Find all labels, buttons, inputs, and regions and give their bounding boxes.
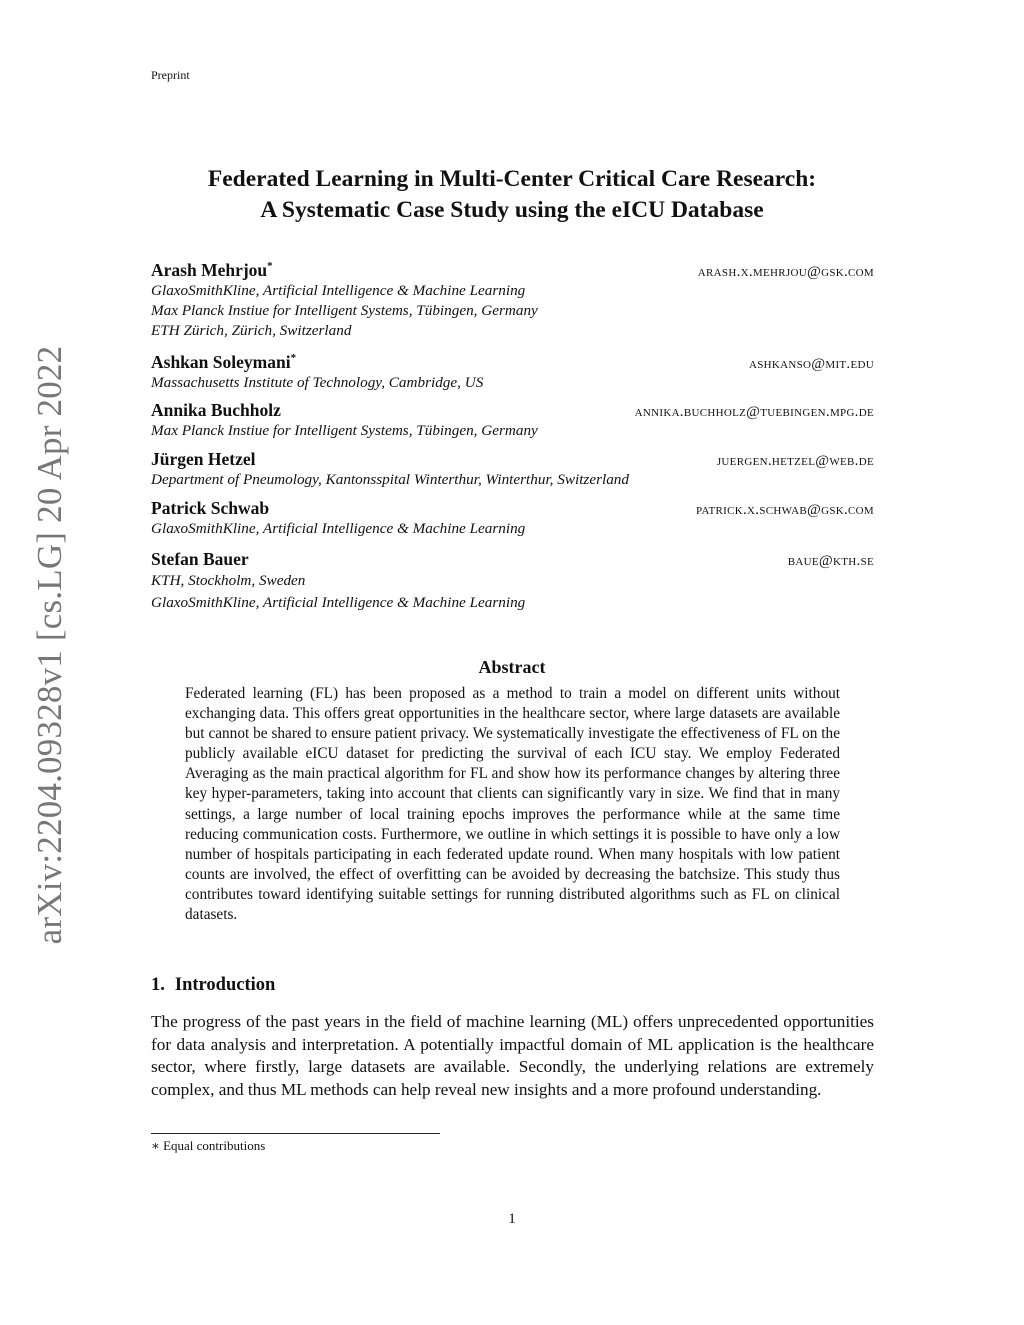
author-email[interactable]: baue@kth.se bbox=[787, 552, 874, 569]
author-name: Ashkan Soleymani* bbox=[151, 351, 297, 372]
author-affiliation: Max Planck Instiue for Intelligent Systems, Tübingen, Germany bbox=[151, 301, 538, 319]
author-affiliation: GlaxoSmithKline, Artificial Intelligence & Machine Learning bbox=[151, 593, 526, 611]
page-number: 1 bbox=[508, 1211, 516, 1227]
author-affiliation: Max Planck Instiue for Intelligent Systems, Tübingen, Germany bbox=[151, 421, 538, 439]
author-affiliation: GlaxoSmithKline, Artificial Intelligence & Machine Learning bbox=[151, 519, 526, 537]
section-number: 1. bbox=[151, 975, 165, 995]
equal-contribution-mark: * bbox=[267, 260, 273, 272]
author-name: Jürgen Hetzel bbox=[151, 448, 256, 469]
author-affiliation: ETH Zürich, Zürich, Switzerland bbox=[151, 321, 352, 339]
running-head: Preprint bbox=[151, 68, 190, 82]
title-line-2: A Systematic Case Study using the eICU Database bbox=[260, 197, 764, 223]
footnote-divider bbox=[151, 1133, 440, 1134]
author-affiliation: Department of Pneumology, Kantonsspital Winterthur, Winterthur, Switzerland bbox=[151, 470, 629, 488]
author-name: Stefan Bauer bbox=[151, 548, 249, 569]
author-name: Arash Mehrjou* bbox=[151, 259, 273, 280]
abstract-heading: Abstract bbox=[478, 657, 546, 677]
author-block bbox=[151, 548, 874, 614]
introduction-paragraph: The progress of the past years in the field of machine learning (ML) offers unprecedented opportunities for data analysis and interpretation. A potentially impactful domain of ML application is the healthcare sector, where firstly, large datasets are available. Secondly, the underlying relations are extremely complex, and thus ML methods can help reveal new insights and a more profound understanding. bbox=[151, 1012, 874, 1099]
title-line-1: Federated Learning in Multi-Center Critical Care Research: bbox=[207, 166, 817, 192]
author-email[interactable]: arash.x.mehrjou@gsk.com bbox=[697, 263, 874, 280]
author-affiliation: Massachusetts Institute of Technology, Cambridge, US bbox=[151, 373, 484, 391]
author-block bbox=[151, 497, 874, 539]
section-heading bbox=[151, 975, 275, 996]
author-email[interactable]: annika.buchholz@tuebingen.mpg.de bbox=[634, 403, 874, 420]
author-affiliation: GlaxoSmithKline, Artificial Intelligence & Machine Learning bbox=[151, 281, 526, 299]
author-affiliation: KTH, Stockholm, Sweden bbox=[151, 571, 306, 589]
author-block bbox=[151, 448, 874, 490]
author-email[interactable]: patrick.x.schwab@gsk.com bbox=[696, 501, 874, 518]
section-title: Introduction bbox=[174, 975, 276, 995]
author-name: Annika Buchholz bbox=[151, 399, 281, 420]
author-email[interactable]: juergen.hetzel@web.de bbox=[716, 452, 874, 469]
author-list bbox=[151, 255, 874, 614]
arxiv-stamp: arXiv:2204.09328v1 [cs.LG] 20 Apr 2022 bbox=[30, 345, 69, 945]
author-block bbox=[151, 399, 874, 441]
abstract-text: Federated learning (FL) has been proposed as a method to train a model on different units without exchanging data. This offers great opportunities in the healthcare sector, where large datasets are available but cannot be shared to ensure patient privacy. We systematically investigate the effectiveness of FL on the publicly available eICU dataset for predicting the survival of each ICU stay. We employ Federated Averaging as the main practical algorithm for FL and show how its performance changes by altering three key hyper-parameters, taking into account that clients can significantly vary in size. We find that in many settings, a large number of local training epochs improves the performance while at the same time reducing communication costs. Furthermore, we outline in which settings it is possible to have only a low number of hospitals participating in each federated update round. When many hospitals with low patient counts are involved, the effect of overfitting can be avoided by decreasing the batchsize. This study thus contributes toward identifying suitable settings for running distributed algorithms such as FL on clinical datasets. bbox=[185, 685, 840, 924]
author-block bbox=[151, 255, 874, 341]
author-block bbox=[151, 347, 874, 393]
equal-contribution-mark: * bbox=[290, 351, 297, 364]
paper-title bbox=[120, 164, 904, 226]
footnote: ∗ Equal contributions bbox=[151, 1138, 266, 1153]
author-email[interactable]: ashkanso@mit.edu bbox=[748, 355, 874, 372]
author-name: Patrick Schwab bbox=[151, 497, 270, 518]
